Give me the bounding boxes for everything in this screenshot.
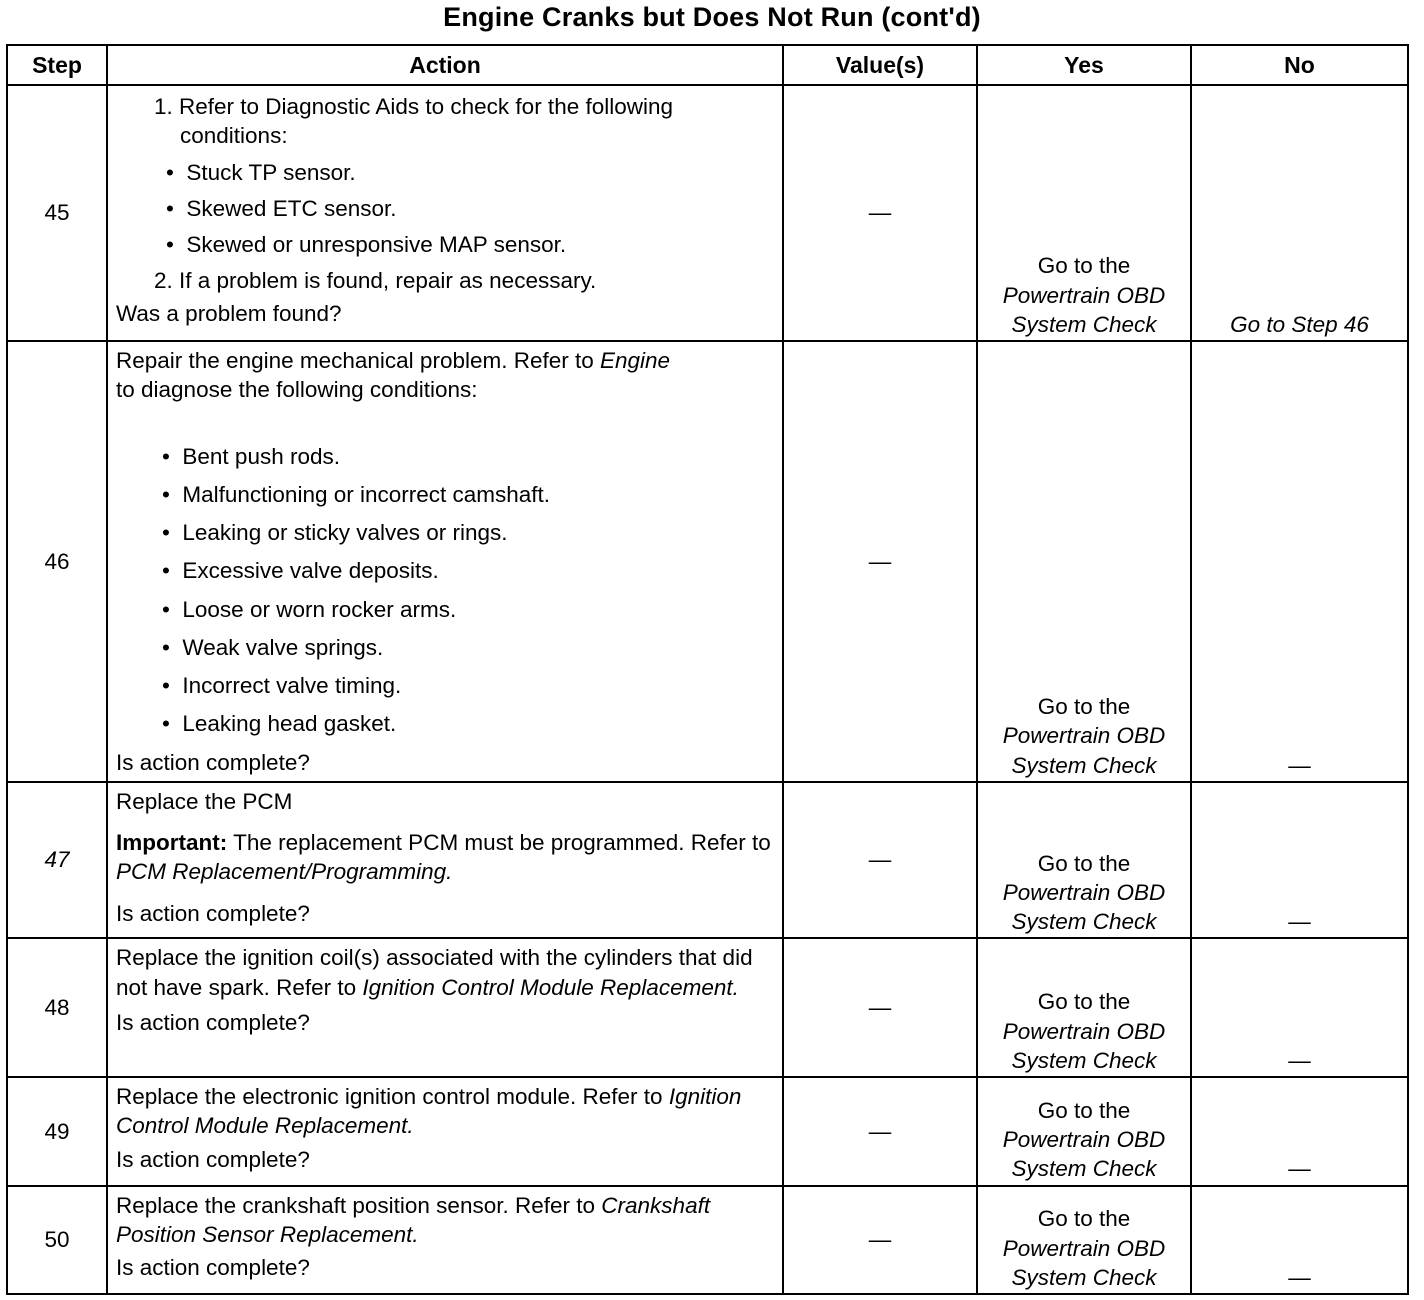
header-action: Action <box>107 45 783 85</box>
table-row <box>7 85 1408 341</box>
condition-bullet: • Incorrect valve timing. <box>162 673 402 699</box>
value-cell: — <box>783 1186 977 1295</box>
condition-bullet: • Skewed or unresponsive MAP sensor. <box>166 232 567 257</box>
action-cell: Replace the PCM Important: The replacement PCM must be programmed. Refer to PCM Replacement/Programming. Is action complete? <box>107 782 783 939</box>
condition-bullet: • Stuck TP sensor. <box>166 159 356 185</box>
step-number: 46 <box>7 341 107 782</box>
yes-cell: Go to the Powertrain OBD System Check <box>977 85 1191 341</box>
no-cell: — <box>1191 1077 1408 1185</box>
value-cell: — <box>783 938 977 1077</box>
condition-bullet: • Weak valve springs. <box>162 634 384 660</box>
step-number: 48 <box>7 938 107 1077</box>
action-question: Is action complete? <box>116 1146 310 1172</box>
table-row <box>7 1186 1408 1295</box>
condition-bullet: • Malfunctioning or incorrect camshaft. <box>162 481 551 507</box>
yes-cell: Go to the Powertrain OBD System Check <box>977 341 1191 782</box>
action-question: Is action complete? <box>116 1255 310 1280</box>
action-cell: Repair the engine mechanical problem. Refer to Engine to diagnose the following conditions: • Bent push rods. • Malfunctioning or incorrect camshaft. • Leaking or sticky valves or rings. • Excessive valve deposits. • Loose or worn rocker arms. • Weak valve springs. • Incorrect valve timing. • Leaking head gasket. Is action complete? <box>107 341 783 782</box>
header-step: Step <box>7 45 107 85</box>
table-row <box>7 782 1408 939</box>
yes-cell: Go to the Powertrain OBD System Check <box>977 1186 1191 1295</box>
page-title: Engine Cranks but Does Not Run (cont'd) <box>443 2 981 32</box>
yes-cell: Go to the Powertrain OBD System Check <box>977 1077 1191 1185</box>
header-row <box>7 45 1408 85</box>
step-number: 45 <box>7 85 107 341</box>
action-cell: Replace the electronic ignition control module. Refer to Ignition Control Module Replacement. Is action complete? <box>107 1077 783 1185</box>
action-item: 1. Refer to Diagnostic Aids to check for the following conditions: <box>154 94 674 149</box>
header-values: Value(s) <box>783 45 977 85</box>
step-number: 49 <box>7 1077 107 1185</box>
table-row <box>7 938 1408 1077</box>
value-cell: — <box>783 341 977 782</box>
yes-cell: Go to the Powertrain OBD System Check <box>977 938 1191 1077</box>
condition-bullet: • Excessive valve deposits. <box>162 558 439 584</box>
action-question: Is action complete? <box>116 1009 310 1035</box>
condition-bullet: • Leaking or sticky valves or rings. <box>162 520 508 546</box>
no-cell: — <box>1191 1186 1408 1295</box>
action-question: Is action complete? <box>116 900 310 926</box>
diagnostic-table <box>6 44 1409 1295</box>
no-cell: — <box>1191 938 1408 1077</box>
condition-bullet: • Loose or worn rocker arms. <box>162 596 457 622</box>
value-cell: — <box>783 1077 977 1185</box>
value-cell: — <box>783 782 977 939</box>
condition-bullet: • Bent push rods. <box>162 443 340 469</box>
step-number: 50 <box>7 1186 107 1295</box>
action-question: Was a problem found? <box>116 300 342 326</box>
action-cell: Replace the crankshaft position sensor. Refer to Crankshaft Position Sensor Replacement. Is action complete? <box>107 1186 783 1295</box>
condition-bullet: • Leaking head gasket. <box>162 711 397 737</box>
header-no: No <box>1191 45 1408 85</box>
table-row <box>7 341 1408 782</box>
action-item: 2. If a problem is found, repair as necessary. <box>154 268 597 294</box>
action-cell <box>107 85 783 341</box>
condition-bullet: • Skewed ETC sensor. <box>166 195 397 221</box>
step-number: 47 <box>7 782 107 939</box>
action-cell: Replace the ignition coil(s) associated with the cylinders that did not have spark. Refer to Ignition Control Module Replacement. Is action complete? <box>107 938 783 1077</box>
no-cell: — <box>1191 341 1408 782</box>
yes-cell: Go to the Powertrain OBD System Check <box>977 782 1191 939</box>
action-question: Is action complete? <box>116 749 310 775</box>
no-cell: Go to Step 46 <box>1191 85 1408 341</box>
header-yes: Yes <box>977 45 1191 85</box>
table-row <box>7 1077 1408 1185</box>
value-cell: — <box>783 85 977 341</box>
no-cell: — <box>1191 782 1408 939</box>
